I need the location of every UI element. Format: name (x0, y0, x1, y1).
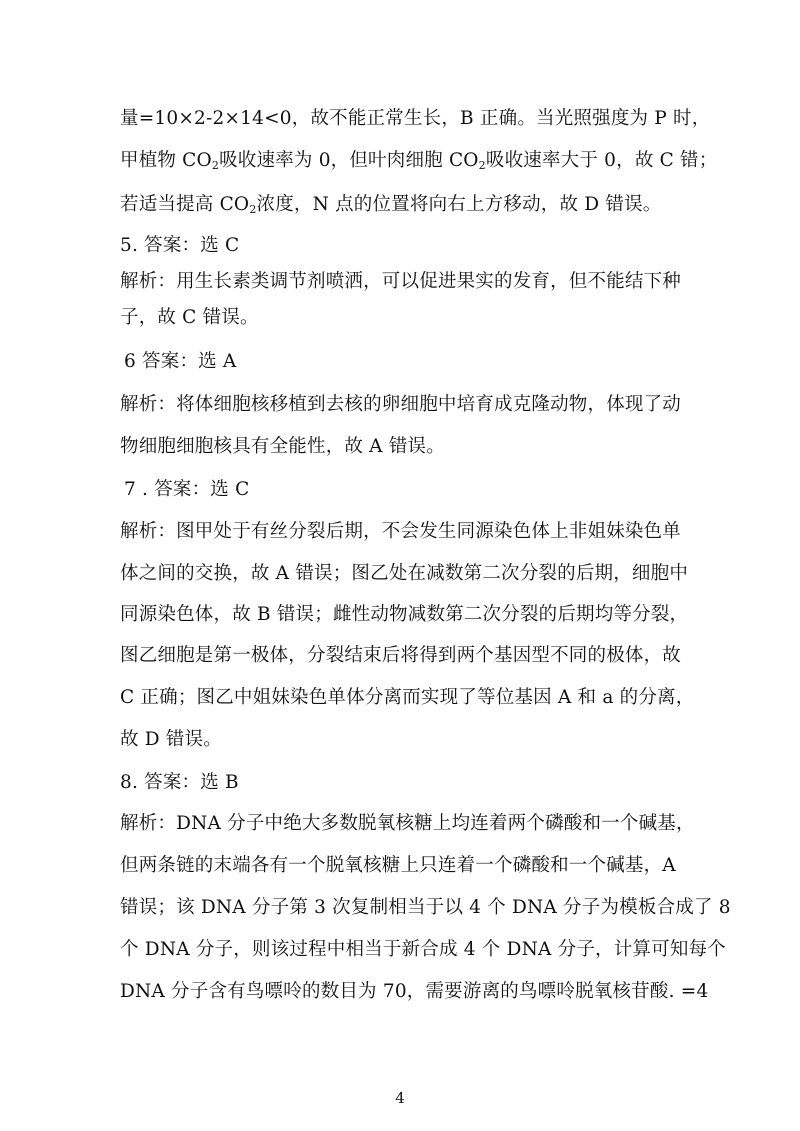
text-line-22: DNA 分子含有鸟嘌呤的数目为 70，需要游离的鸟嘌呤脱氧核苷酸. =4 (120, 981, 709, 1002)
page-number: 4 (395, 1089, 405, 1107)
text-line-9: 物细胞细胞核具有全能性，故 A 错误。 (120, 436, 445, 457)
text-line-20: 错误；该 DNA 分子第 3 次复制相当于以 4 个 DNA 分子为模板合成了 8 (120, 897, 731, 918)
answer-5-heading: 5. 答案：选 C (120, 235, 240, 256)
text-line-5: 解析：用生长素类调节剂喷洒，可以促进果实的发育，但不能结下种 (120, 271, 682, 292)
text-line-2 (120, 149, 717, 178)
text-line-19: 但两条链的末端各有一个脱氧核糖上只连着一个磷酸和一个碱基，A (120, 855, 676, 876)
text-line-12: 体之间的交换，故 A 错误；图乙处在减数第二次分裂的后期，细胞中 (120, 563, 689, 584)
co2-subscript: 2 (211, 159, 220, 172)
text-line-11: 解析：图甲处于有丝分裂后期，不会发生同源染色体上非姐妹染色单 (120, 521, 682, 542)
line-2-part-3: 吸收速率大于 0，故 C 错； (485, 150, 718, 171)
text-line-18: 解析：DNA 分子中绝大多数脱氧核糖上均连着两个磷酸和一个碱基， (120, 813, 695, 834)
answer-7-heading: 7 . 答案：选 C (124, 479, 250, 500)
text-line-13: 同源染色体，故 B 错误；雌性动物减数第二次分裂的后期均等分裂， (120, 604, 689, 625)
line-3-part-1: 若适当提高 CO (120, 194, 250, 215)
co2-subscript: 2 (478, 159, 486, 172)
text-line-21: 个 DNA 分子，则该过程中相当于新合成 4 个 DNA 分子，计算可知每个 (120, 939, 726, 960)
text-line-14: 图乙细胞是第一极体，分裂结束后将得到两个基因型不同的极体，故 (120, 645, 682, 666)
text-line-3 (120, 193, 661, 222)
line-2-part-1: 甲植物 CO (120, 150, 212, 171)
answer-8-heading: 8. 答案：选 B (120, 772, 239, 793)
co2-subscript: 2 (249, 203, 257, 216)
line-2-part-2: 吸收速率为 0，但叶肉细胞 CO (219, 150, 479, 171)
text-line-6: 子，故 C 错误。 (120, 307, 259, 328)
text-line-8: 解析：将体细胞核移植到去核的卵细胞中培育成克隆动物，体现了动 (120, 394, 682, 415)
line-3-part-2: 浓度，N 点的位置将向右上方移动，故 D 错误。 (256, 194, 662, 215)
text-line-16: 故 D 错误。 (120, 729, 222, 750)
answer-6-heading: 6 答案：选 A (124, 351, 237, 372)
text-line-1: 量=10×2-2×14<0，故不能正常生长，B 正确。当光照强度为 P 时， (120, 108, 711, 129)
text-line-15: C 正确；图乙中姐妹染色单体分离而实现了等位基因 A 和 a 的分离， (120, 687, 695, 708)
